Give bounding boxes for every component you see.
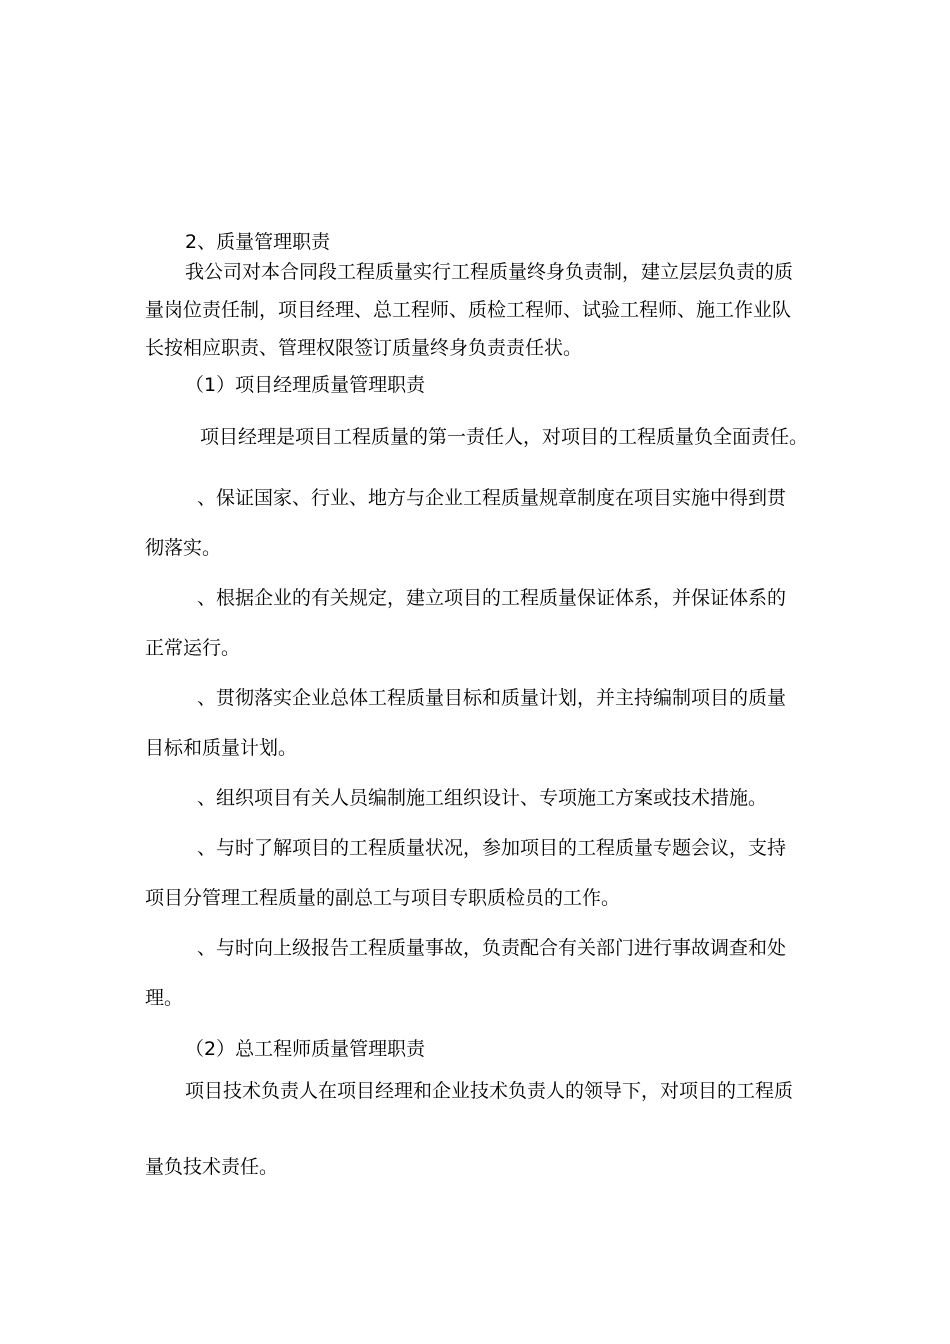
duty-item-line: 、与时了解项目的工程质量状况，参加项目的工程质量专题会议，支持 <box>197 837 787 859</box>
duty-item-line: 理。 <box>145 987 184 1009</box>
subsection-lead-1: 项目经理是项目工程质量的第一责任人，对项目的工程质量负全面责任。 <box>200 426 809 448</box>
duty-item-line: 、保证国家、行业、地方与企业工程质量规章制度在项目实施中得到贯 <box>197 487 787 509</box>
duty-item-line: 目标和质量计划。 <box>145 737 298 759</box>
duty-item-line: 、根据企业的有关规定，建立项目的工程质量保证体系，并保证体系的 <box>197 587 787 609</box>
subsection-heading-1: （1）项目经理质量管理职责 <box>185 374 426 396</box>
duty-item-line: 项目分管理工程质量的副总工与项目专职质检员的工作。 <box>145 887 621 909</box>
subsection-heading-2: （2）总工程师质量管理职责 <box>185 1038 426 1060</box>
subsection-lead-2: 项目技术负责人在项目经理和企业技术负责人的领导下，对项目的工程质 <box>185 1080 794 1102</box>
duty-item-line: 、贯彻落实企业总体工程质量目标和质量计划，并主持编制项目的质量 <box>197 687 787 709</box>
duty-item-line: 正常运行。 <box>145 637 241 659</box>
intro-line: 量岗位责任制，项目经理、总工程师、质检工程师、试验工程师、施工作业队 <box>145 299 792 321</box>
duty-item-line: 彻落实。 <box>145 537 222 559</box>
intro-line: 长按相应职责、管理权限签订质量终身负责责任状。 <box>145 337 583 359</box>
duty-item-line: 、与时向上级报告工程质量事故，负责配合有关部门进行事故调查和处 <box>197 937 787 959</box>
section-heading: 2、质量管理职责 <box>185 231 331 253</box>
subsection-lead-2: 量负技术责任。 <box>145 1156 279 1178</box>
duty-item-line: 、组织项目有关人员编制施工组织设计、专项施工方案或技术措施。 <box>197 787 768 809</box>
intro-line: 我公司对本合同段工程质量实行工程质量终身负责制，建立层层负责的质 <box>185 261 794 283</box>
